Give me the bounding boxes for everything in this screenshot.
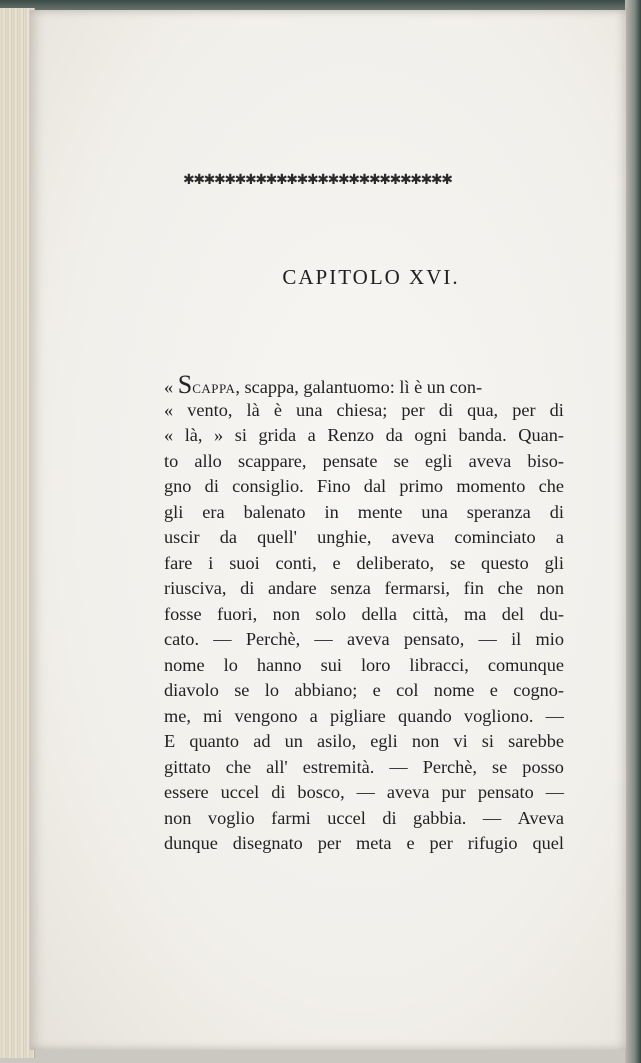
text-line: dunque disegnato per meta e per rifugio quel: [164, 833, 564, 853]
small-caps-word: CAPPA: [192, 381, 236, 396]
text-line: nome lo hanno sui loro libracci, comunque: [164, 654, 564, 675]
text-line: gli era balenato in mente una speranza di: [164, 501, 564, 522]
text-line-1: [164, 372, 564, 398]
first-line-rest: , scappa, galantuomo: lì è un con-: [235, 377, 483, 397]
chapter-title: CAPITOLO XVI.: [282, 265, 460, 289]
text-line: to allo scappare, pensate se egli aveva biso-: [164, 450, 564, 471]
text-line: non voglio farmi uccel di gabbia. — Aveva: [164, 807, 564, 828]
background-right: [625, 0, 641, 1063]
text-line: diavolo se lo abbiano; e col nome e cogno-: [164, 680, 564, 700]
text-line: cato. — Perchè, — aveva pensato, — il mio: [164, 629, 564, 649]
chapter-text: [164, 372, 564, 857]
text-line: riusciva, di andare senza fermarsi, fin che non: [164, 578, 564, 598]
text-lines: [164, 398, 564, 857]
text-line: E quanto ad un asilo, egli non vi si sarebbe: [164, 731, 564, 751]
text-line: essere uccel di bosco, — aveva pur pensato —: [164, 782, 564, 802]
drop-cap: S: [177, 370, 193, 399]
text-line: fare i suoi conti, e deliberato, se questo gli: [164, 552, 564, 573]
text-line: me, mi vengono a pigliare quando vogliono. —: [164, 705, 564, 726]
text-line: gittato che all' estremità. — Perchè, se posso: [164, 756, 564, 777]
opening-quote: «: [164, 377, 174, 397]
text-line: gno di consiglio. Fino dal primo momento che: [164, 476, 564, 496]
text-line: « vento, là è una chiesa; per di qua, per di: [164, 399, 564, 420]
text-line: « là, » si grida a Renzo da ogni banda. Quan-: [164, 425, 564, 445]
text-line: fosse fuori, non solo della città, ma del du-: [164, 603, 564, 624]
ornamental-rule: ✱✱✱✱✱✱✱✱✱✱✱✱✱✱✱✱✱✱✱✱✱✱✱✱✱✱: [183, 172, 452, 188]
text-line: uscir da quell' unghie, aveva cominciato a: [164, 527, 564, 547]
